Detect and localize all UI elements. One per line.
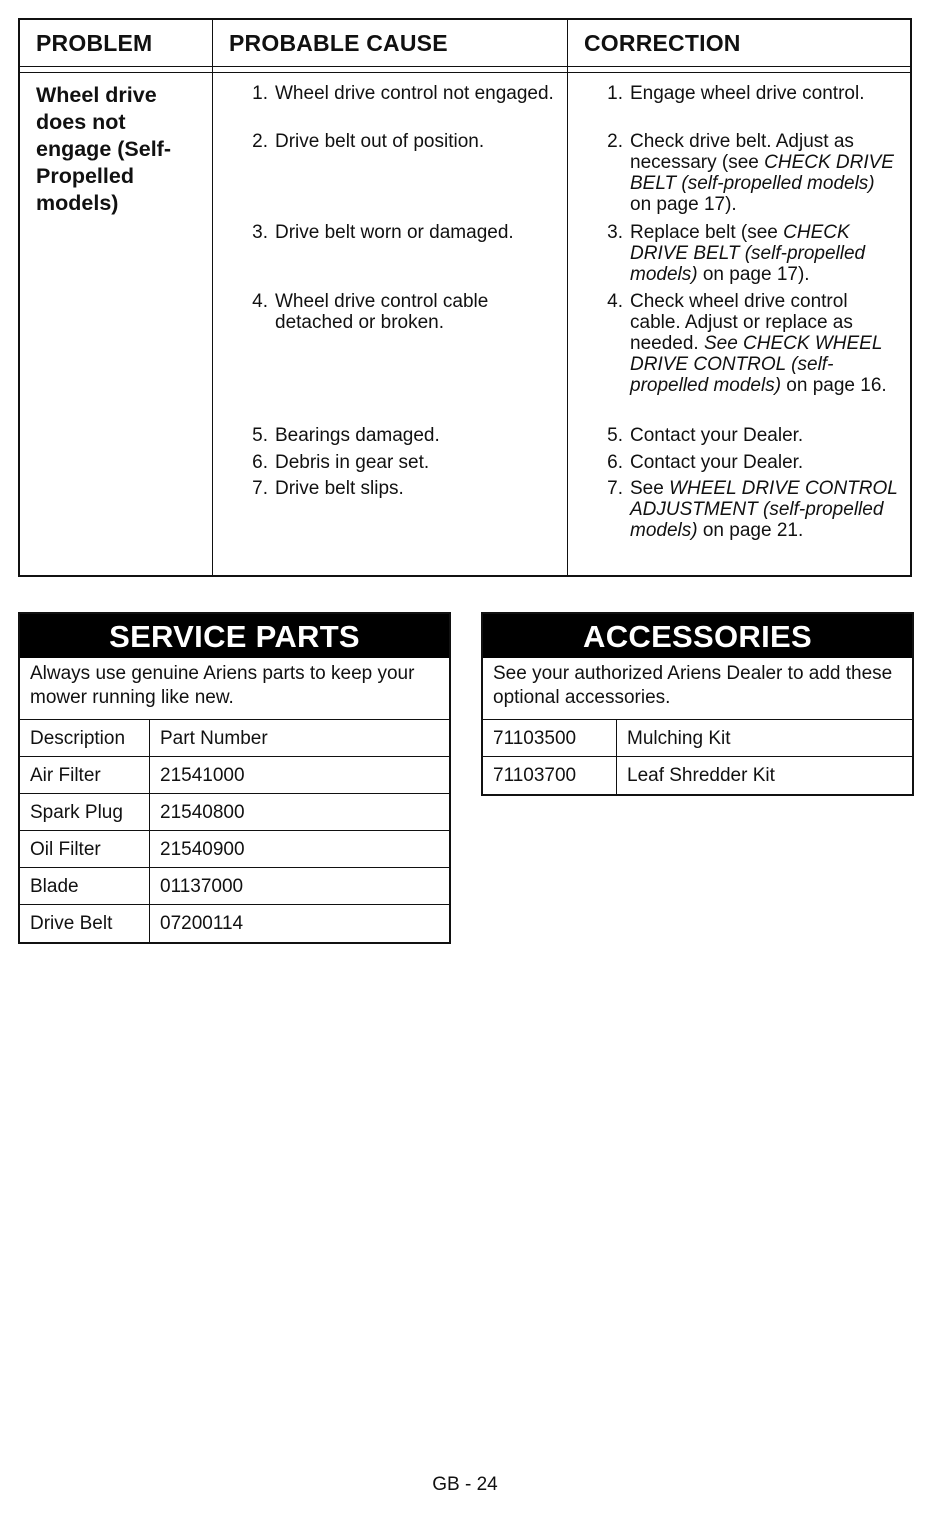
correction-item [599,83,899,104]
correction-text-lead: Check drive belt. Adjust as necessary (see [630,131,854,173]
correction-item [599,131,899,215]
cause-item [244,452,554,473]
part-description: Air Filter [20,757,150,793]
table-row [20,831,449,868]
column-divider [212,20,213,575]
part-description: Drive Belt [20,905,150,942]
table-row [20,794,449,831]
table-row [483,720,912,757]
correction-number: 2. [607,131,623,152]
cause-item [244,291,554,333]
cause-number: 3. [252,222,268,243]
page-number: GB - 24 [432,1474,498,1495]
accessories-box [481,612,914,796]
header-rule [20,72,910,73]
correction-text: Contact your Dealer. [630,425,804,446]
cause-number: 4. [252,291,268,312]
section-reference: CHECK DRIVE BELT (self-propelled models) [630,152,894,194]
correction-text [630,131,899,215]
section-reference: See CHECK WHEEL DRIVE CONTROL (self-propelled models) [630,333,883,396]
correction-text-lead: Replace belt (see [630,222,784,243]
accessories-title: ACCESSORIES [483,614,912,658]
cause-text: Debris in gear set. [275,452,430,473]
part-number: 01137000 [160,876,244,897]
correction-item [599,291,899,396]
troubleshooting-table [18,18,912,577]
correction-text-tail: on page 21. [697,520,804,541]
cause-text: Bearings damaged. [275,425,440,446]
correction-text [630,291,899,396]
cause-item [244,222,554,243]
service-parts-intro: Always use genuine Ariens parts to keep your mower running like new. [20,658,449,720]
correction-text-lead: See [630,478,670,499]
accessory-part-number: 71103500 [483,720,617,756]
column-header-description: Description [20,720,150,756]
part-number: 21540900 [160,839,245,860]
correction-item [599,452,899,473]
cause-number: 6. [252,452,268,473]
cause-item [244,83,554,104]
accessory-part-number: 71103700 [483,757,617,794]
header-probable-cause: PROBABLE CAUSE [229,30,448,56]
correction-text-lead: Check wheel drive control cable. Adjust or replace as needed. [630,291,853,354]
correction-text [630,222,899,285]
header-problem: PROBLEM [36,30,153,56]
correction-text-tail: on page 17). [630,194,737,215]
cause-number: 1. [252,83,268,104]
part-number: 21541000 [160,765,245,786]
correction-number: 5. [607,425,623,446]
table-header-row [20,720,449,757]
cause-text: Drive belt slips. [275,478,404,499]
table-row [20,757,449,794]
accessory-description: Mulching Kit [627,728,731,749]
correction-number: 4. [607,291,623,312]
cause-number: 5. [252,425,268,446]
correction-item [599,222,899,285]
problem-description: Wheel drive does not engage (Self-Propelled models) [36,83,171,215]
part-description: Oil Filter [20,831,150,867]
cause-item [244,478,554,499]
service-parts-title: SERVICE PARTS [20,614,449,658]
header-correction: CORRECTION [584,30,741,56]
cause-text: Wheel drive control cable detached or broken. [275,291,489,333]
part-description: Spark Plug [20,794,150,830]
correction-number: 6. [607,452,623,473]
cause-number: 7. [252,478,268,499]
part-number: 21540800 [160,802,245,823]
correction-item [599,425,899,446]
part-number: 07200114 [160,913,244,934]
cause-item [244,131,554,152]
accessory-description: Leaf Shredder Kit [627,765,775,786]
section-reference: CHECK DRIVE BELT (self-propelled models) [630,222,866,285]
correction-text: Engage wheel drive control. [630,83,865,104]
part-description: Blade [20,868,150,904]
correction-number: 1. [607,83,623,104]
section-reference: WHEEL DRIVE CONTROL ADJUSTMENT (self-propelled models) [630,478,898,541]
column-header-part-number: Part Number [160,728,268,749]
cause-text: Drive belt worn or damaged. [275,222,514,243]
accessories-intro: See your authorized Ariens Dealer to add these optional accessories. [483,658,912,720]
cause-text: Drive belt out of position. [275,131,485,152]
correction-number: 7. [607,478,623,499]
correction-item [599,478,899,541]
header-rule [20,66,910,67]
table-row [20,868,449,905]
correction-text [630,478,899,541]
cause-item [244,425,554,446]
table-row [483,757,912,794]
cause-text: Wheel drive control not engaged. [275,83,554,104]
column-divider [567,20,568,575]
table-row [20,905,449,942]
correction-text: Contact your Dealer. [630,452,804,473]
service-parts-box [18,612,451,944]
correction-number: 3. [607,222,623,243]
correction-text-tail: on page 17). [697,264,810,285]
cause-number: 2. [252,131,268,152]
correction-text-tail: on page 16. [781,375,887,396]
